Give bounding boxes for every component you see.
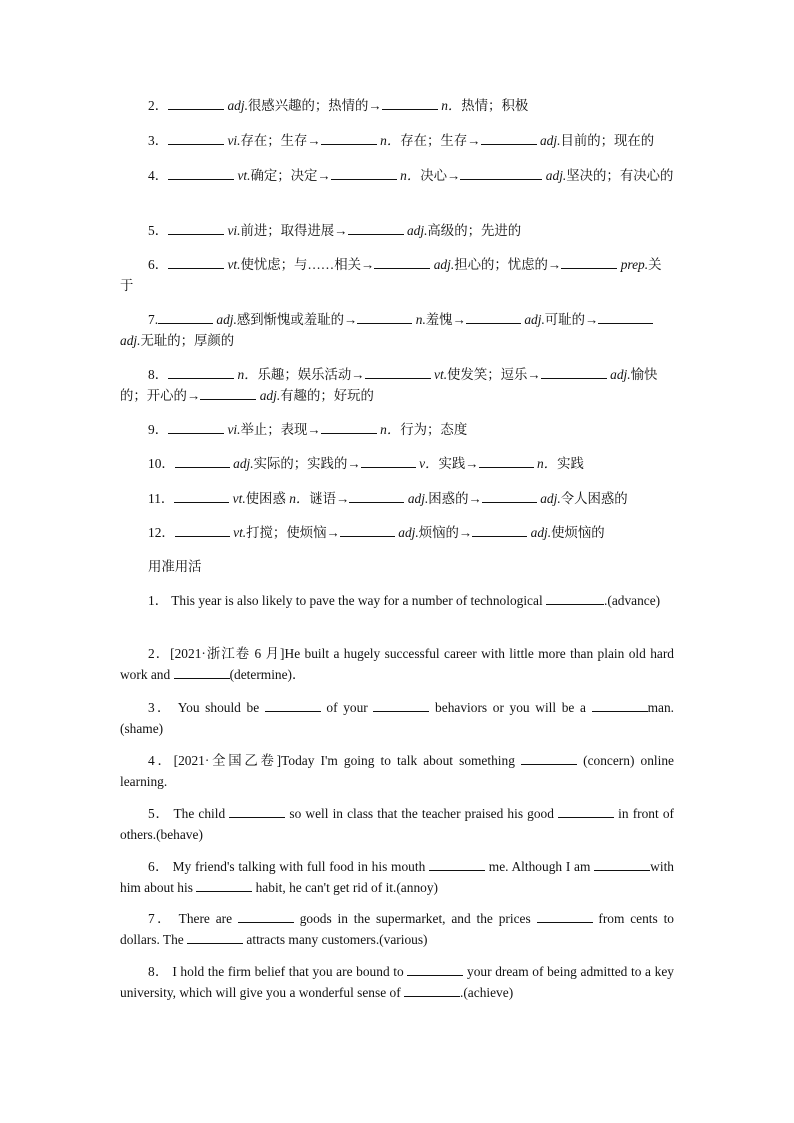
pos-label: adj. [524, 312, 545, 327]
exercise-6 [120, 856, 674, 898]
vocab-item-12 [120, 522, 674, 543]
pos-label: adj. [398, 525, 419, 540]
pos-label: vt. [232, 491, 246, 506]
answer-blank[interactable] [479, 455, 534, 468]
pos-label: vt. [233, 525, 247, 540]
answer-blank[interactable] [521, 752, 577, 765]
exercise-text: goods in the supermarket, and the prices [293, 911, 537, 926]
pos-label: adj. [233, 456, 254, 471]
pos-label: n． [400, 168, 421, 183]
definition: 使发笑；逗乐→ [447, 367, 541, 382]
answer-blank[interactable] [200, 387, 256, 400]
pos-label: adj. [545, 168, 567, 183]
item-number: 5． [148, 223, 169, 238]
exercise-text: attracts many customers.(various) [243, 932, 428, 947]
item-number: 2． [148, 98, 169, 113]
pos-label: adj. [406, 223, 428, 238]
exercise-1 [120, 590, 674, 611]
definition: 使困惑 [245, 491, 290, 506]
answer-blank[interactable] [373, 699, 429, 712]
exercise-text: 1． This year is also likely to pave the way for a number of technological [148, 593, 547, 608]
exercise-text: 2．[2021·浙江卷 6 月]He built a hugely successful career with little more than plain old hard work and [120, 646, 674, 682]
answer-blank[interactable] [168, 167, 234, 180]
pos-label: n． [380, 422, 401, 437]
definition: 愉快的；开心的→ [120, 367, 658, 403]
exercise-text: in front of others.(behave) [120, 806, 674, 842]
pos-label: n． [237, 367, 258, 382]
answer-blank[interactable] [546, 592, 604, 605]
answer-blank[interactable] [168, 366, 234, 379]
answer-blank[interactable] [348, 222, 404, 235]
answer-blank[interactable] [340, 524, 395, 537]
definition: 烦恼的→ [418, 525, 473, 540]
exercise-text: of your [320, 700, 374, 715]
vocab-item-4 [120, 165, 674, 186]
exercise-text: (concern) online learning. [120, 753, 674, 789]
answer-blank[interactable] [265, 699, 321, 712]
pos-label: vt. [227, 257, 241, 272]
pos-label: vi. [227, 133, 241, 148]
exercise-text: your dream of being admitted to a key university, which will give you a wonderful sense of [120, 964, 674, 1000]
exercise-text: so well in class that the teacher praised his good [285, 806, 559, 821]
pos-label: adj. [540, 491, 561, 506]
exercise-4 [120, 750, 674, 792]
answer-blank[interactable] [168, 132, 224, 145]
answer-blank[interactable] [592, 699, 648, 712]
pos-label: vi. [227, 223, 241, 238]
pos-label: n. [415, 312, 426, 327]
answer-blank[interactable] [407, 963, 463, 976]
vocab-item-8 [120, 364, 674, 406]
definition: 热情；积极 [461, 98, 529, 113]
item-number: 12． [148, 525, 175, 540]
exercise-text: .(advance) [604, 593, 661, 608]
definition: 决心→ [420, 168, 461, 183]
answer-blank[interactable] [331, 167, 397, 180]
item-number: 3． [148, 133, 169, 148]
answer-blank[interactable] [404, 984, 460, 997]
answer-blank[interactable] [174, 490, 229, 503]
vocab-item-7 [120, 309, 674, 351]
pos-label: n． [536, 456, 558, 471]
definition: 很感兴趣的；热情的→ [247, 98, 382, 113]
definition: 困惑的→ [428, 491, 482, 506]
answer-blank[interactable] [168, 222, 224, 235]
answer-blank[interactable] [365, 366, 431, 379]
pos-label: n． [380, 133, 401, 148]
pos-label: adj. [530, 525, 552, 540]
item-number: 6． [148, 257, 169, 272]
answer-blank[interactable] [168, 421, 224, 434]
definition: 行为；态度 [400, 422, 468, 437]
exercise-text: behaviors or you will be a [429, 700, 592, 715]
vocab-item-2 [120, 95, 674, 116]
exercise-text: habit, he can't get rid of it.(annoy) [252, 880, 438, 895]
answer-blank[interactable] [357, 311, 412, 324]
exercise-text: from cents to dollars. The [120, 911, 674, 947]
definition: 实践 [557, 456, 584, 471]
item-number: 11． [148, 491, 175, 506]
definition: 谜语→ [309, 491, 350, 506]
pos-label: adj. [227, 98, 248, 113]
answer-blank[interactable] [174, 666, 230, 679]
section-title: 用准用活 [148, 559, 202, 574]
answer-blank[interactable] [482, 490, 537, 503]
definition: 感到惭愧或羞耻的→ [236, 312, 358, 327]
exercise-text: 6． My friend's talking with full food in his mouth [148, 859, 430, 874]
definition: 羞愧→ [425, 312, 466, 327]
definition: 令人困惑的 [560, 491, 628, 506]
definition: 使忧虑；与……相关→ [240, 257, 375, 272]
answer-blank[interactable] [321, 132, 377, 145]
definition: 可耻的→ [544, 312, 599, 327]
pos-label: adj. [259, 388, 281, 403]
answer-blank[interactable] [168, 256, 224, 269]
answer-blank[interactable] [561, 256, 617, 269]
answer-blank[interactable] [472, 524, 527, 537]
definition: 举止；表现→ [240, 422, 321, 437]
pos-label: prep. [620, 257, 649, 272]
vocab-item-11 [120, 488, 674, 509]
pos-label: vt. [434, 367, 448, 382]
vocab-item-5 [120, 220, 674, 241]
item-number: 10． [148, 456, 175, 471]
answer-blank[interactable] [558, 805, 614, 818]
answer-blank[interactable] [460, 167, 542, 180]
answer-blank[interactable] [196, 879, 252, 892]
answer-blank[interactable] [374, 256, 430, 269]
answer-blank[interactable] [541, 366, 607, 379]
pos-label: adj. [216, 312, 237, 327]
answer-blank[interactable] [481, 132, 537, 145]
definition: 无耻的；厚颜的 [140, 333, 235, 348]
exercise-text: man.(shame) [120, 700, 674, 736]
answer-blank[interactable] [349, 490, 404, 503]
pos-label: adj. [539, 133, 561, 148]
definition: 存在；生存→ [400, 133, 481, 148]
definition: 关于 [120, 257, 662, 293]
answer-blank[interactable] [175, 524, 230, 537]
pos-label: adj. [120, 333, 141, 348]
definition: 存在；生存→ [240, 133, 321, 148]
definition: 有趣的；好玩的 [280, 388, 374, 403]
exercise-5 [120, 803, 674, 845]
exercise-text: (determine)． [229, 667, 306, 682]
exercise-text: with him about his [120, 859, 674, 895]
answer-blank[interactable] [168, 97, 224, 110]
vocab-item-3 [120, 130, 674, 151]
definition: 担心的；忧虑的→ [454, 257, 562, 272]
exercise-7 [120, 908, 674, 950]
definition: 前进；取得进展→ [240, 223, 348, 238]
pos-label: vi. [227, 422, 241, 437]
answer-blank[interactable] [321, 421, 377, 434]
item-number: 9． [148, 422, 169, 437]
pos-label: adj. [433, 257, 455, 272]
exercise-8 [120, 961, 674, 1003]
answer-blank[interactable] [429, 858, 485, 871]
answer-blank[interactable] [382, 97, 438, 110]
pos-label: vt. [237, 168, 251, 183]
pos-label: adj. [610, 367, 631, 382]
definition: 高级的；先进的 [427, 223, 522, 238]
definition: 实际的；实践的→ [253, 456, 361, 471]
answer-blank[interactable] [229, 805, 285, 818]
answer-blank[interactable] [238, 910, 294, 923]
exercise-2 [120, 643, 674, 685]
definition: 坚决的；有决心的 [566, 168, 674, 183]
answer-blank[interactable] [466, 311, 521, 324]
answer-blank[interactable] [598, 311, 653, 324]
answer-blank[interactable] [175, 455, 230, 468]
definition: 打搅；使烦恼→ [246, 525, 340, 540]
answer-blank[interactable] [594, 858, 650, 871]
answer-blank[interactable] [361, 455, 416, 468]
exercise-text: 3． You should be [148, 700, 265, 715]
item-number: 4． [148, 168, 169, 183]
answer-blank[interactable] [187, 931, 243, 944]
exercise-text: 5． The child [148, 806, 230, 821]
item-number: 7. [148, 312, 159, 327]
answer-blank[interactable] [537, 910, 593, 923]
definition: 确定；决定→ [250, 168, 331, 183]
pos-label: adj. [407, 491, 429, 506]
exercise-text: me. Although I am [485, 859, 595, 874]
exercise-text: 4．[2021·全国乙卷]Today I'm going to talk about something [148, 753, 522, 768]
definition: 乐趣；娱乐活动→ [257, 367, 365, 382]
definition: 使烦恼的 [551, 525, 605, 540]
exercise-text: .(achieve) [460, 985, 514, 1000]
item-number: 8． [148, 367, 169, 382]
vocab-item-10 [120, 453, 674, 474]
pos-label: n． [441, 98, 462, 113]
definition: 目前的；现在的 [560, 133, 655, 148]
pos-label: n． [289, 491, 310, 506]
vocab-item-6 [120, 254, 674, 296]
definition: 实践→ [438, 456, 479, 471]
vocab-item-9 [120, 419, 674, 440]
exercise-text: 7． There are [148, 911, 238, 926]
exercise-3 [120, 697, 674, 739]
answer-blank[interactable] [158, 311, 213, 324]
pos-label: v． [419, 456, 439, 471]
exercise-text: 8． I hold the firm belief that you are bound to [148, 964, 408, 979]
